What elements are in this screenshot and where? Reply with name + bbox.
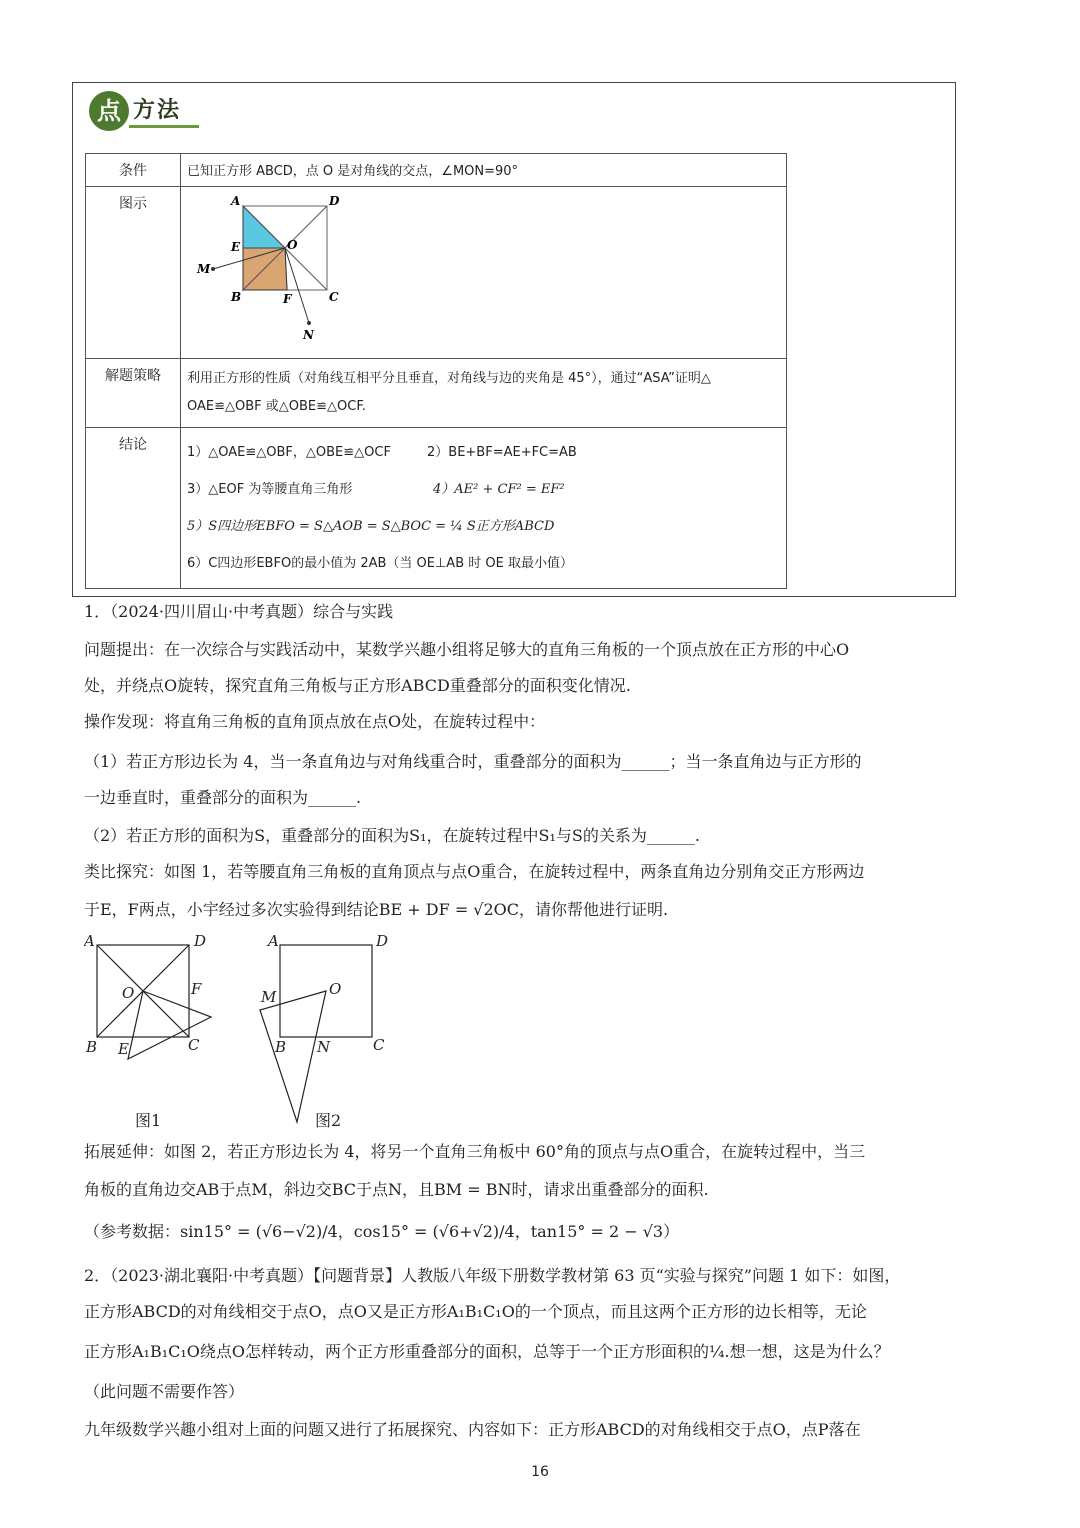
fig2-label-b: B bbox=[275, 1038, 287, 1056]
problem1-question-1: （1）若正方形边长为 4，当一条直角边与对角线重合时，重叠部分的面积为______；当一条直角边与正方形的 bbox=[84, 752, 862, 771]
figure-cell bbox=[181, 187, 787, 359]
label-b: B bbox=[231, 290, 242, 304]
fig1-label-d: D bbox=[194, 932, 207, 950]
conclusion-cell bbox=[181, 428, 787, 589]
conclusion-4: 4）AE² + CF² = EF² bbox=[433, 482, 565, 497]
conclusion-3: 3）△EOF 为等腰直角三角形 bbox=[187, 482, 353, 497]
figure-2-caption: 图2 bbox=[315, 1111, 342, 1130]
strategy-line-2: OAE≌△OBF 或△OBE≌△OCF. bbox=[187, 399, 366, 414]
problem1-figures bbox=[84, 932, 404, 1132]
row-condition bbox=[86, 154, 787, 187]
problem2-text: 正方形A₁B₁C₁O绕点O怎样转动，两个正方形重叠部分的面积，总等于一个正方形面积的¼.想一想，这是为什么？ bbox=[84, 1342, 890, 1361]
conclusion-1: 1）△OAE≌△OBF，△OBE≌△OCF bbox=[187, 445, 391, 460]
condition-text: 已知正方形 ABCD，点 O 是对角线的交点，∠MON=90° bbox=[181, 154, 787, 187]
problem1-question-1: 一边垂直时，重叠部分的面积为______. bbox=[84, 788, 362, 807]
problem1-text: 处，并绕点O旋转，探究直角三角板与正方形ABCD重叠部分的面积变化情况. bbox=[84, 676, 631, 695]
fig1-label-f: F bbox=[191, 980, 202, 998]
row-label: 结论 bbox=[86, 428, 181, 589]
reference-data: （参考数据：sin15° = (√6−√2)/4，cos15° = (√6+√2)/4，tan15° = 2 − √3） bbox=[84, 1222, 680, 1241]
problem1-text: 问题提出：在一次综合与实践活动中，某数学兴趣小组将足够大的直角三角板的一个顶点放在正方形的中心O bbox=[84, 640, 850, 659]
label-c: C bbox=[329, 290, 339, 304]
label-d: D bbox=[329, 194, 340, 208]
conclusion-line bbox=[187, 471, 780, 508]
problem1-title: 1．（2024·四川眉山·中考真题）综合与实践 bbox=[84, 602, 394, 621]
fig2-label-o: O bbox=[329, 980, 342, 998]
figure-1-caption: 图1 bbox=[135, 1111, 162, 1130]
row-figure bbox=[86, 187, 787, 359]
label-n: N bbox=[303, 328, 314, 342]
page-number: 16 bbox=[531, 1464, 549, 1480]
fig2-label-d: D bbox=[376, 932, 389, 950]
badge-circle: 点 bbox=[89, 91, 129, 131]
problem1-text: 于E，F两点，小宇经过多次实验得到结论BE + DF = √2OC，请你帮他进行证明. bbox=[84, 900, 669, 919]
problem1-text: 拓展延伸：如图 2，若正方形边长为 4，将另一个直角三角板中 60°角的顶点与点O重合，在旋转过程中，当三 bbox=[84, 1142, 866, 1161]
conclusion-6: 6）C四边形EBFO的最小值为 2AB（当 OE⊥AB 时 OE 取最小值） bbox=[187, 556, 573, 571]
fig1-label-a: A bbox=[84, 932, 95, 950]
label-a: A bbox=[231, 194, 241, 208]
problem1-question-2: （2）若正方形的面积为S，重叠部分的面积为S₁，在旋转过程中S₁与S的关系为______. bbox=[84, 826, 700, 845]
conclusion-line bbox=[187, 545, 780, 582]
method-table bbox=[85, 153, 787, 589]
label-o: O bbox=[287, 238, 298, 252]
fig2-label-a: A bbox=[268, 932, 279, 950]
row-label: 解题策略 bbox=[86, 359, 181, 428]
row-label: 图示 bbox=[86, 187, 181, 359]
fig1-label-e: E bbox=[118, 1040, 129, 1058]
fig1-label-c: C bbox=[188, 1036, 200, 1054]
method-box bbox=[72, 82, 956, 597]
problem1-text: 类比探究：如图 1，若等腰直角三角板的直角顶点与点O重合，在旋转过程中，两条直角边分别角交正方形两边 bbox=[84, 862, 865, 881]
strategy-cell bbox=[181, 359, 787, 428]
method-figure bbox=[187, 193, 367, 348]
row-strategy bbox=[86, 359, 787, 428]
label-m: M bbox=[197, 262, 211, 276]
problem2-text: 九年级数学兴趣小组对上面的问题又进行了拓展探究、内容如下：正方形ABCD的对角线相交于点O，点P落在 bbox=[84, 1420, 861, 1439]
conclusion-line bbox=[187, 508, 780, 545]
fig2-label-m: M bbox=[261, 988, 277, 1006]
fig1-label-o: O bbox=[122, 984, 135, 1002]
badge-underline bbox=[129, 125, 199, 128]
fig2-label-n: N bbox=[317, 1038, 331, 1056]
problem2-text: （此问题不需要作答） bbox=[84, 1382, 245, 1401]
label-f: F bbox=[283, 292, 292, 306]
problem1-text: 角板的直角边交AB于点M，斜边交BC于点N，且BM = BN时，请求出重叠部分的面积. bbox=[84, 1180, 709, 1199]
row-label: 条件 bbox=[86, 154, 181, 187]
fig2-label-c: C bbox=[373, 1036, 385, 1054]
method-badge bbox=[85, 91, 195, 131]
label-e: E bbox=[231, 240, 241, 254]
conclusion-5: 5）S四边形EBFO = S△AOB = S△BOC = ¼ S正方形ABCD bbox=[187, 519, 555, 534]
row-conclusion bbox=[86, 428, 787, 589]
problem2-text: 2．（2023·湖北襄阳·中考真题）【问题背景】人教版八年级下册数学教材第 63 页“实验与探究”问题 1 如下：如图， bbox=[84, 1266, 901, 1285]
problem2-text: 正方形ABCD的对角线相交于点O，点O又是正方形A₁B₁C₁O的一个顶点，而且这两个正方形的边长相等，无论 bbox=[84, 1302, 867, 1321]
strategy-line-1: 利用正方形的性质（对角线互相平分且垂直，对角线与边的夹角是 45°），通过“ASA”证明△ bbox=[187, 371, 711, 386]
problem1-text: 操作发现：将直角三角板的直角顶点放在点O处，在旋转过程中： bbox=[84, 712, 546, 731]
conclusion-2: 2）BE+BF=AE+FC=AB bbox=[427, 445, 577, 460]
conclusion-line bbox=[187, 434, 780, 471]
badge-title: 方法 bbox=[133, 98, 182, 123]
fig1-label-b: B bbox=[86, 1038, 98, 1056]
